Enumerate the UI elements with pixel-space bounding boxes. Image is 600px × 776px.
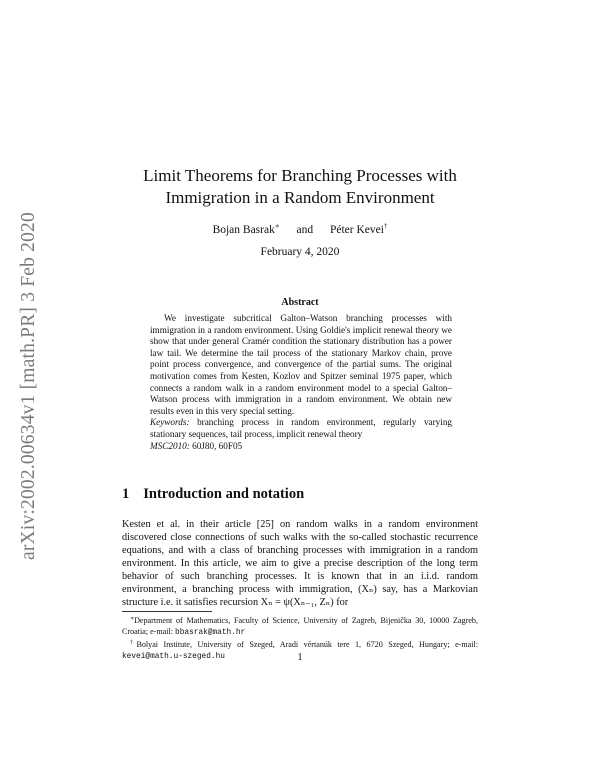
author-2: Péter Kevei xyxy=(329,224,384,236)
paper-date: February 4, 2020 xyxy=(260,246,340,258)
footnote-1-email: bbasrak@math.hr xyxy=(175,628,246,637)
arxiv-identifier: arXiv:2002.00634v1 [math.PR] 3 Feb 2020 xyxy=(18,212,39,560)
msc-codes: 60J80, 60F05 xyxy=(192,440,243,451)
footnote-rule xyxy=(122,611,212,612)
page-number: 1 xyxy=(297,652,303,663)
section-heading xyxy=(122,486,304,503)
section-body xyxy=(122,518,478,609)
author-1: Bojan Basrak xyxy=(212,224,275,236)
footnote-1-text: Department of Mathematics, Faculty of Science, University of Zagreb, Bijenička 30, 10000 Zagreb, Croatia; e-mail: xyxy=(122,616,478,636)
msc-label: MSC2010: xyxy=(150,440,190,451)
keywords: branching process in random environment, regularly varying stationary sequences, tail process, implicit renewal theory xyxy=(150,417,453,439)
author-separator: and xyxy=(296,224,314,236)
footnote-1 xyxy=(122,614,478,638)
title-line-2: Immigration in a Random Environment xyxy=(165,188,435,207)
paper-title xyxy=(122,165,478,209)
msc-line xyxy=(150,441,452,453)
abstract-text: We investigate subcritical Galton–Watson branching processes with immigration in a random environment. Using Goldie's implicit renewal theory we show that under general Cramér condition the stationary distribution has a power law tail. We determine the tail process of the stationary Markov chain, prove point process convergence, and convergence of the partial sums. The original motivation comes from Kesten, Kozlov and Spitzer seminal 1975 paper, which connects a random walk in a random environment model to a special Galton–Watson process with immigration in a random environment. We obtain new results even in this very special setting. xyxy=(150,313,452,416)
keywords-line xyxy=(150,417,452,440)
author-1-footnote-mark: ∗ xyxy=(274,222,280,230)
title-line-1: Limit Theorems for Branching Processes with xyxy=(143,166,457,185)
footnote-1-mark: ∗ xyxy=(130,616,135,622)
arxiv-sidebar xyxy=(10,170,50,570)
footnote-2-email: kevei@math.u-szeged.hu xyxy=(122,652,225,661)
author-list xyxy=(122,222,478,236)
footnote-2-mark: † xyxy=(130,640,137,647)
abstract-heading: Abstract xyxy=(281,297,319,308)
section-title: Introduction and notation xyxy=(143,486,305,502)
footnote-2-text: Bolyai Institute, University of Szeged, Aradi vértanúk tere 1, 6720 Szeged, Hungary; e-mail: xyxy=(136,640,479,650)
keywords-label: Keywords: xyxy=(150,417,190,428)
abstract-body xyxy=(150,313,452,452)
intro-paragraph: Kesten et al. in their article [25] on random walks in a random environment discovered close connections of such walks with the so-called stochastic recurrence equations, and with a class of branching processes with immigration in a random environment. In this article, we aim to give a precise description of the long term behavior of such branching processes. It is known that in an i.i.d. random environment, a branching process with immigration, (Xₙ) say, has a Markovian structure i.e. it satisfies recursion Xₙ = ψ(Xₙ₋₁, Zₙ) for xyxy=(122,519,478,609)
author-2-footnote-mark: † xyxy=(383,222,388,230)
section-number: 1 xyxy=(122,486,130,502)
